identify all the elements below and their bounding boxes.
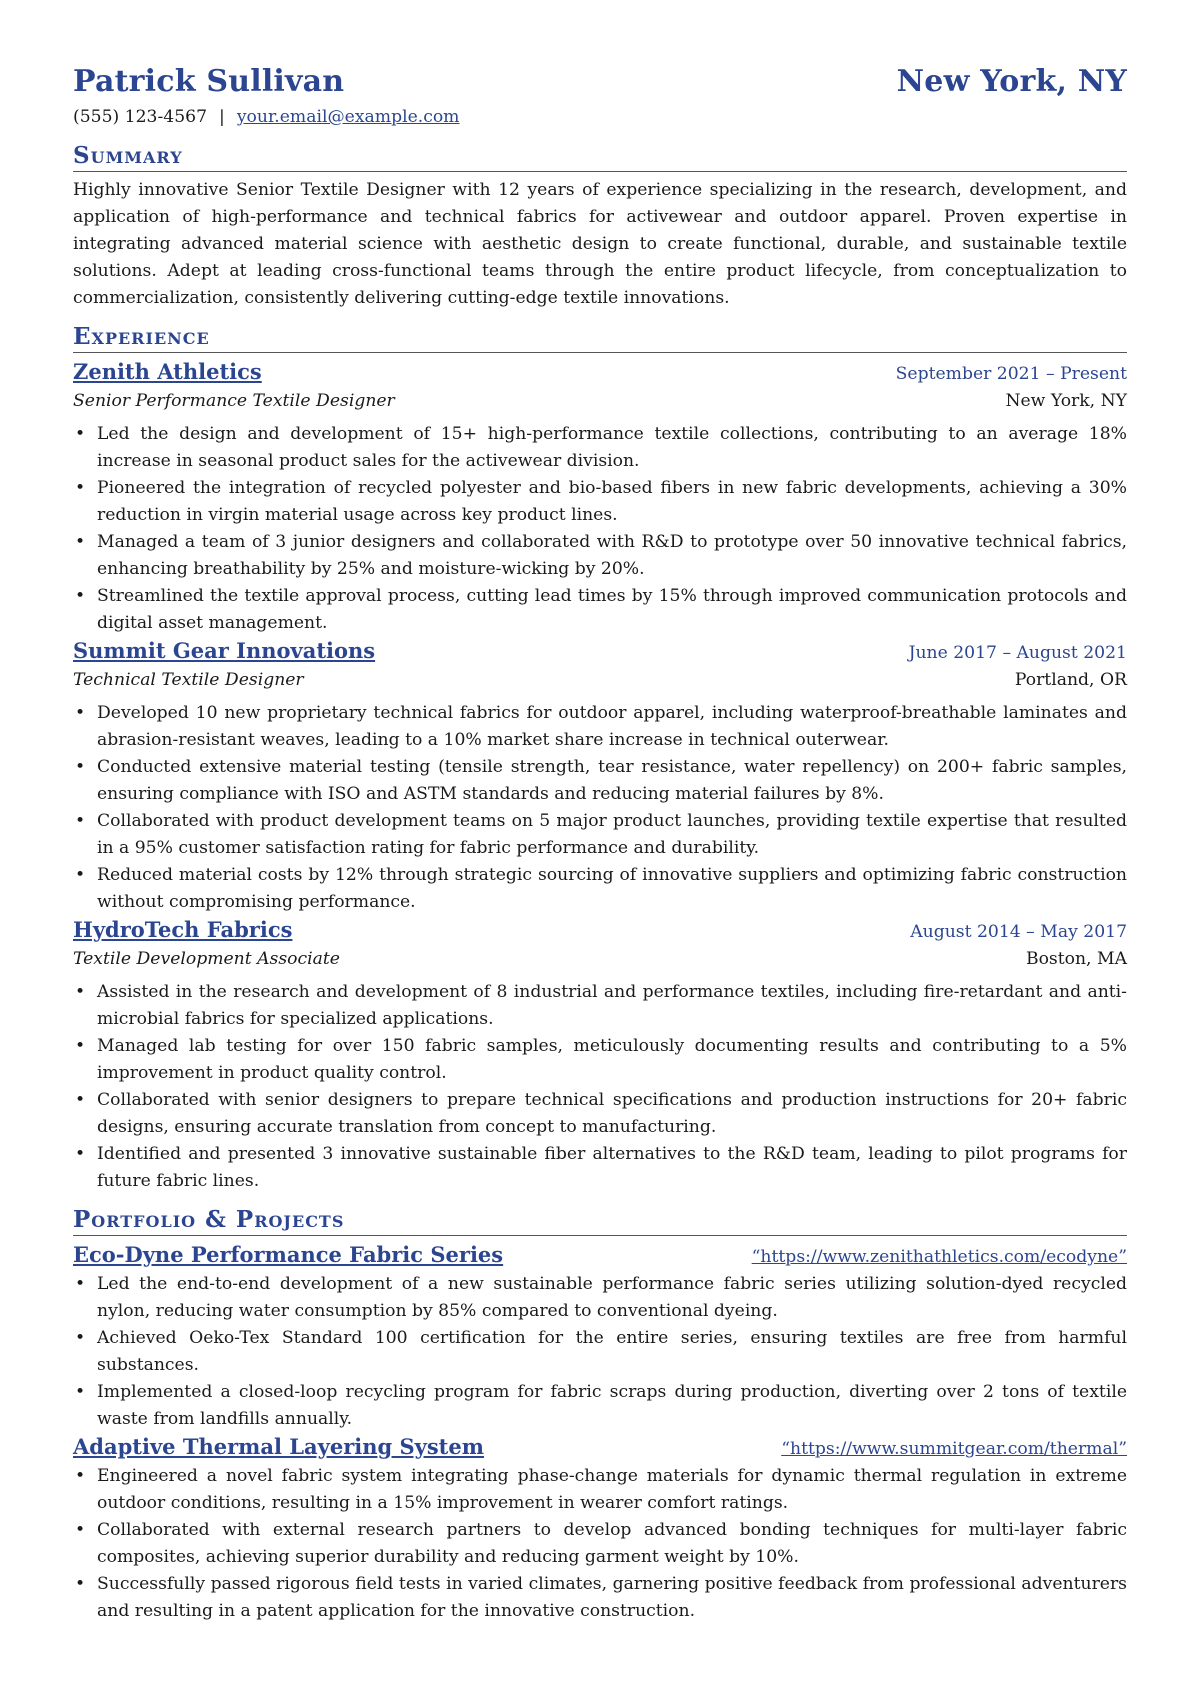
job-entry: [73, 358, 1127, 637]
project-entry: [73, 1433, 1127, 1625]
summary-text: Highly innovative Senior Textile Designer with 12 years of experience specializing in the research, development, and application of high-performance and technical fabrics for activewear and outdoor apparel. Proven expertise in integrating advanced material science with aesthetic design to create functional, durable, and sustainable textile solutions. Adept at leading cross-functional teams through the entire product lifecycle, from conceptualization to commercialization, consistently delivering cutting-edge textile innovations.: [73, 180, 1127, 308]
job-dates: September 2021 – Present: [895, 364, 1127, 384]
bullet-item: • Streamlined the textile approval process, cutting lead times by 15% through improved communication protocols and digital asset management.: [97, 583, 1127, 637]
bullet-item: • Developed 10 new proprietary technical fabrics for outdoor apparel, including waterproof-breathable laminates and abrasion-resistant weaves, leading to a 10% market share increase in technical outerwear.: [97, 700, 1127, 754]
section-title-experience: Experience: [73, 322, 1127, 353]
bullet-item: • Conducted extensive material testing (tensile strength, tear resistance, water repellency) on 200+ fabric samples, ensuring compliance with ISO and ASTM standards and reducing material failures by 8%.: [97, 754, 1127, 808]
bullet-item: • Pioneered the integration of recycled polyester and bio-based fibers in new fabric developments, achieving a 30% reduction in virgin material usage across key product lines.: [97, 475, 1127, 529]
project-bullets: [73, 1271, 1127, 1433]
bullet-item: • Identified and presented 3 innovative sustainable fiber alternatives to the R&D team, leading to pilot programs for future fabric lines.: [97, 1141, 1127, 1195]
experience-section: [73, 358, 1127, 1195]
job-role: Senior Performance Textile Designer: [73, 391, 395, 411]
bullet-item: • Implemented a closed-loop recycling program for fabric scraps during production, diverting over 2 tons of textile waste from landfills annually.: [97, 1379, 1127, 1433]
bullet-item: • Collaborated with external research partners to develop advanced bonding techniques for multi-layer fabric composites, achieving superior durability and reducing garment weight by 10%.: [97, 1517, 1127, 1571]
header: [73, 62, 1127, 102]
project-name-link[interactable]: Adaptive Thermal Layering System: [73, 1434, 484, 1459]
job-bullets: [73, 700, 1127, 916]
job-dates: August 2014 – May 2017: [910, 922, 1127, 942]
project-url-link[interactable]: “https://www.zenithathletics.com/ecodyne”: [751, 1247, 1127, 1267]
job-role: Textile Development Associate: [73, 949, 340, 969]
job-location: Portland, OR: [1014, 670, 1127, 690]
job-location: New York, NY: [1005, 391, 1127, 411]
project-entry: [73, 1241, 1127, 1433]
project-bullets: [73, 1463, 1127, 1625]
summary-section: [73, 177, 1127, 312]
section-title-projects: Portfolio & Projects: [73, 1205, 1127, 1236]
bullet-item: • Assisted in the research and development of 8 industrial and performance textiles, including fire-retardant and anti-microbial fabrics for specialized applications.: [97, 979, 1127, 1033]
project-name-link[interactable]: Eco-Dyne Performance Fabric Series: [73, 1242, 504, 1267]
contact-line: [73, 104, 1127, 131]
job-entry: [73, 637, 1127, 916]
bullet-item: • Led the design and development of 15+ high-performance textile collections, contributing to an average 18% increase in seasonal product sales for the activewear division.: [97, 421, 1127, 475]
bullet-item: • Collaborated with senior designers to prepare technical specifications and production instructions for 20+ fabric designs, ensuring accurate translation from concept to manufacturing.: [97, 1087, 1127, 1141]
bullet-item: • Managed lab testing for over 150 fabric samples, meticulously documenting results and contributing to a 5% improvement in product quality control.: [97, 1033, 1127, 1087]
job-location: Boston, MA: [1025, 949, 1127, 969]
phone-number: (555) 123-4567: [73, 107, 208, 127]
job-bullets: [73, 421, 1127, 637]
candidate-name: Patrick Sullivan: [73, 64, 345, 99]
projects-section: [73, 1241, 1127, 1625]
company-name-link[interactable]: Summit Gear Innovations: [73, 638, 376, 663]
job-dates: June 2017 – August 2021: [908, 643, 1127, 663]
job-role: Technical Textile Designer: [73, 670, 304, 690]
job-entry: [73, 916, 1127, 1195]
bullet-item: • Managed a team of 3 junior designers and collaborated with R&D to prototype over 50 innovative technical fabrics, enhancing breathability by 25% and moisture-wicking by 20%.: [97, 529, 1127, 583]
company-name-link[interactable]: HydroTech Fabrics: [73, 917, 293, 942]
bullet-item: • Achieved Oeko-Tex Standard 100 certification for the entire series, ensuring textiles are free from harmful substances.: [97, 1325, 1127, 1379]
bullet-item: • Reduced material costs by 12% through strategic sourcing of innovative suppliers and optimizing fabric construction without compromising performance.: [97, 862, 1127, 916]
bullet-item: • Engineered a novel fabric system integrating phase-change materials for dynamic thermal regulation in extreme outdoor conditions, resulting in a 15% improvement in wearer comfort ratings.: [97, 1463, 1127, 1517]
job-bullets: [73, 979, 1127, 1195]
bullet-item: • Successfully passed rigorous field tests in varied climates, garnering positive feedback from professional adventurers and resulting in a patent application for the innovative construction.: [97, 1571, 1127, 1625]
section-title-summary: Summary: [73, 141, 1127, 172]
company-name-link[interactable]: Zenith Athletics: [73, 359, 262, 384]
bullet-item: • Led the end-to-end development of a new sustainable performance fabric series utilizing solution-dyed recycled nylon, reducing water consumption by 85% compared to conventional dyeing.: [97, 1271, 1127, 1325]
project-url-link[interactable]: “https://www.summitgear.com/thermal”: [781, 1439, 1127, 1459]
candidate-location: New York, NY: [896, 64, 1127, 99]
bullet-item: • Collaborated with product development teams on 5 major product launches, providing textile expertise that resulted in a 95% customer satisfaction rating for fabric performance and durability.: [97, 808, 1127, 862]
email-link[interactable]: your.email@example.com: [236, 107, 460, 127]
contact-separator: |: [219, 107, 225, 127]
